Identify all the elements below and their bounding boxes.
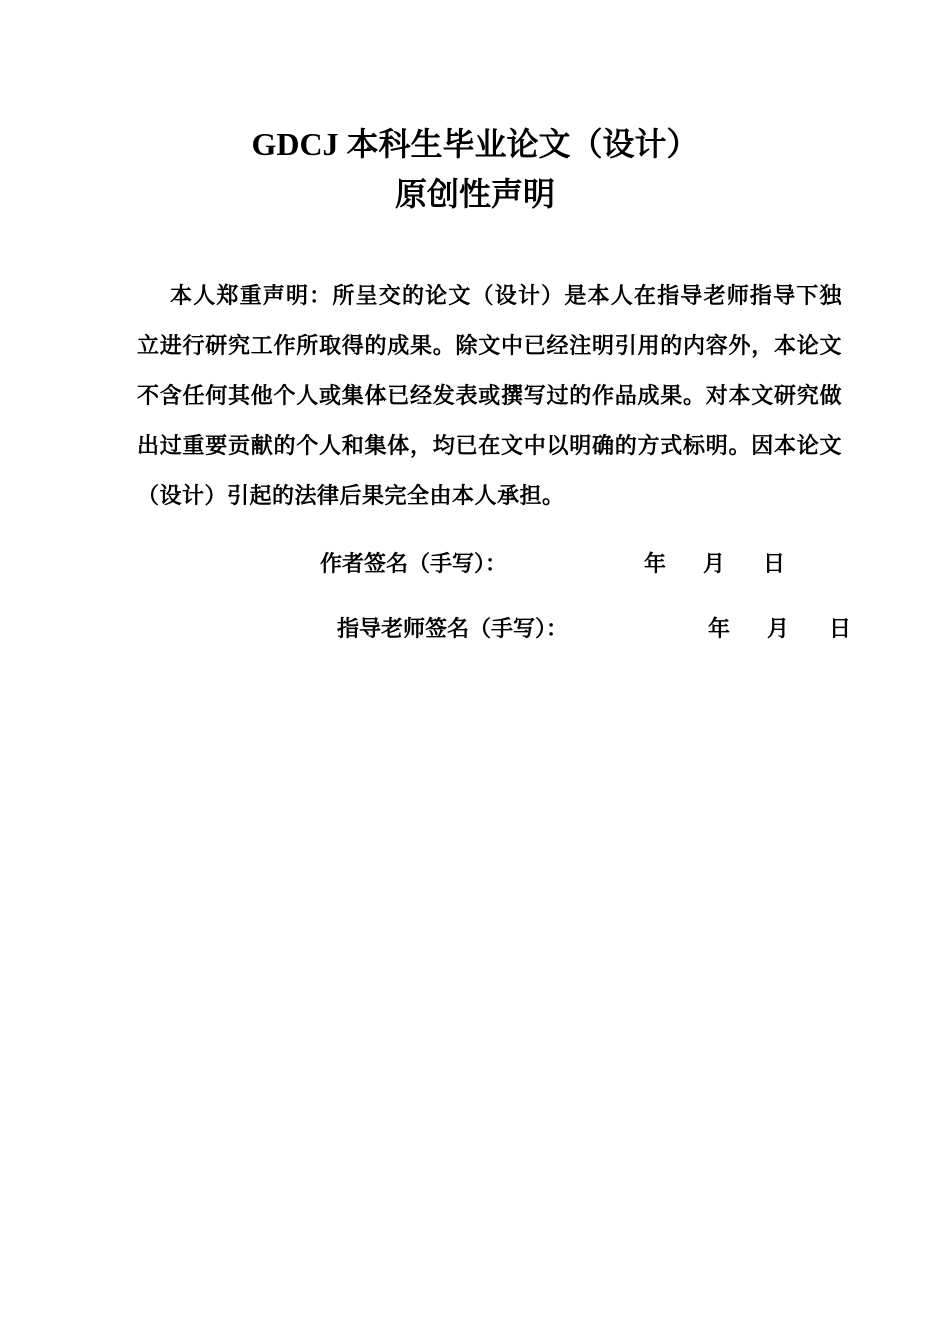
advisor-date-month: 月	[767, 617, 790, 642]
document-subtitle: 原创性声明	[394, 176, 555, 212]
author-date-day: 日	[763, 552, 786, 577]
declaration-paragraph: 本人郑重声明：所呈交的论文（设计）是本人在指导老师指导下独立进行研究工作所取得的成果。除文中已经注明引用的内容外，本论文不含任何其他个人或集体已经发表或撰写过的作品成果。对本文研究做出过重要贡献的个人和集体，均已在文中以明确的方式标明。因本论文（设计）引起的法律后果完全由本人承担。	[137, 284, 842, 509]
advisor-signature-label: 指导老师签名（手写）：	[337, 617, 569, 642]
advisor-date-day: 日	[829, 617, 852, 642]
document-title: GDCJ 本科生毕业论文（设计）	[251, 126, 699, 162]
advisor-date-year: 年	[708, 617, 731, 642]
author-date-year: 年	[644, 552, 667, 577]
advisor-signature-row	[0, 615, 950, 645]
author-signature-label: 作者签名（手写）：	[320, 552, 508, 577]
author-signature-row	[0, 550, 950, 580]
author-date-month: 月	[703, 552, 726, 577]
